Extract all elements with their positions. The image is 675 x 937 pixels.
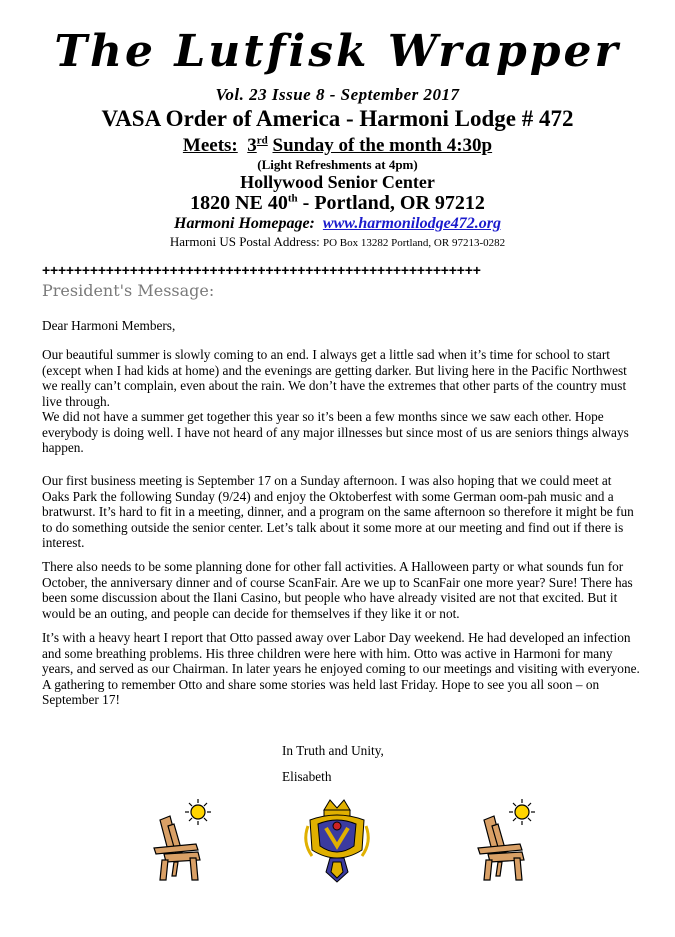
adirondack-chair-sun-icon	[146, 796, 218, 884]
address-street: 1820 NE 40	[190, 192, 288, 214]
postal-label: Harmoni US Postal Address:	[169, 234, 320, 249]
adirondack-chair-sun-icon	[470, 796, 542, 884]
paragraph-fall-activities	[42, 559, 642, 621]
paragraph-business-meeting	[42, 473, 642, 551]
postal-address-line	[0, 234, 675, 251]
section-heading: President's Message:	[42, 281, 215, 300]
meets-day-number: 3	[247, 135, 257, 156]
vasa-crest-icon	[300, 796, 374, 896]
organization-heading: VASA Order of America - Harmoni Lodge # 472	[101, 106, 574, 131]
paragraph-text: There also needs to be some planning done for other fall activities. A Halloween party or what sounds fun for October, the anniversary dinner and of course ScanFair. Are we up to ScanFair one more year? Sure! There has been some discussion about the Ilani Casino, but people who have already visited are not that excited. But it would be an outing, and people can decide for themselves if they like it or not.	[42, 559, 633, 621]
venue-address	[0, 192, 675, 215]
paragraph-summer	[42, 347, 642, 409]
closing-line: In Truth and Unity,	[282, 743, 384, 758]
homepage-label: Harmoni Homepage:	[174, 215, 315, 232]
venue-name: Hollywood Senior Center	[240, 172, 435, 192]
homepage-line	[0, 214, 675, 233]
salutation: Dear Harmoni Members,	[42, 318, 176, 333]
paragraph-otto	[42, 630, 642, 708]
paragraph-text: Our first business meeting is September 17 on a Sunday afternoon. I was also hoping that we could meet at Oaks Park the following Sunday (9/24) and enjoy the Oktoberfest with some German oom-pah music and a bratwurst. It’s hard to fit in a meeting, dinner, and a program on the same afternoon so therefore it might be fun to do something outside the senior center. Let’s talk about it some more at our meeting and find out if there is interest.	[42, 473, 634, 551]
issue-line: Vol. 23 Issue 8 - September 2017	[215, 85, 460, 104]
postal-address: PO Box 13282 Portland, OR 97213-0282	[323, 237, 506, 249]
meets-day-suffix: rd	[256, 134, 268, 147]
address-city: - Portland, OR 97212	[297, 192, 485, 214]
paragraph-get-together	[42, 409, 642, 456]
signature: Elisabeth	[282, 769, 332, 784]
paragraph-text: It’s with a heavy heart I report that Otto passed away over Labor Day weekend. He had developed an infection and some breathing problems. His three children were here with him. Otto was active in Harmoni for many years, and served as our Chairman. In later years he enjoyed coming to our meetings and visiting with everyone. A gathering to remember Otto and share some stories was held last Friday. Hope to see you all soon – on September 17!	[42, 630, 640, 708]
newsletter-title: The Lutfisk Wrapper	[54, 26, 621, 77]
meeting-schedule	[0, 135, 675, 157]
divider-line: +++++++++++++++++++++++++++++++++++++++++++++++++++++++	[42, 262, 481, 278]
homepage-link[interactable]: www.harmonilodge472.org	[322, 215, 501, 232]
meets-details: Sunday of the month 4:30p	[272, 135, 493, 156]
paragraph-text: Our beautiful summer is slowly coming to an end. I always get a little sad when it’s time for school to start (except when I had kids at home) and the evenings are getting darker. But living here in the Pacific Northwest we really can’t complain, even about the rain. We don’t have the extremes that other parts of the country must live through.	[42, 347, 627, 409]
refreshments-note: (Light Refreshments at 4pm)	[257, 157, 418, 172]
address-suffix: th	[287, 192, 298, 205]
paragraph-text: We did not have a summer get together this year so it’s been a few months since we saw each other. Hope everybody is doing well. I have not heard of any major illnesses but since most of us are seniors things always happen.	[42, 409, 629, 456]
meets-label: Meets:	[182, 135, 238, 156]
